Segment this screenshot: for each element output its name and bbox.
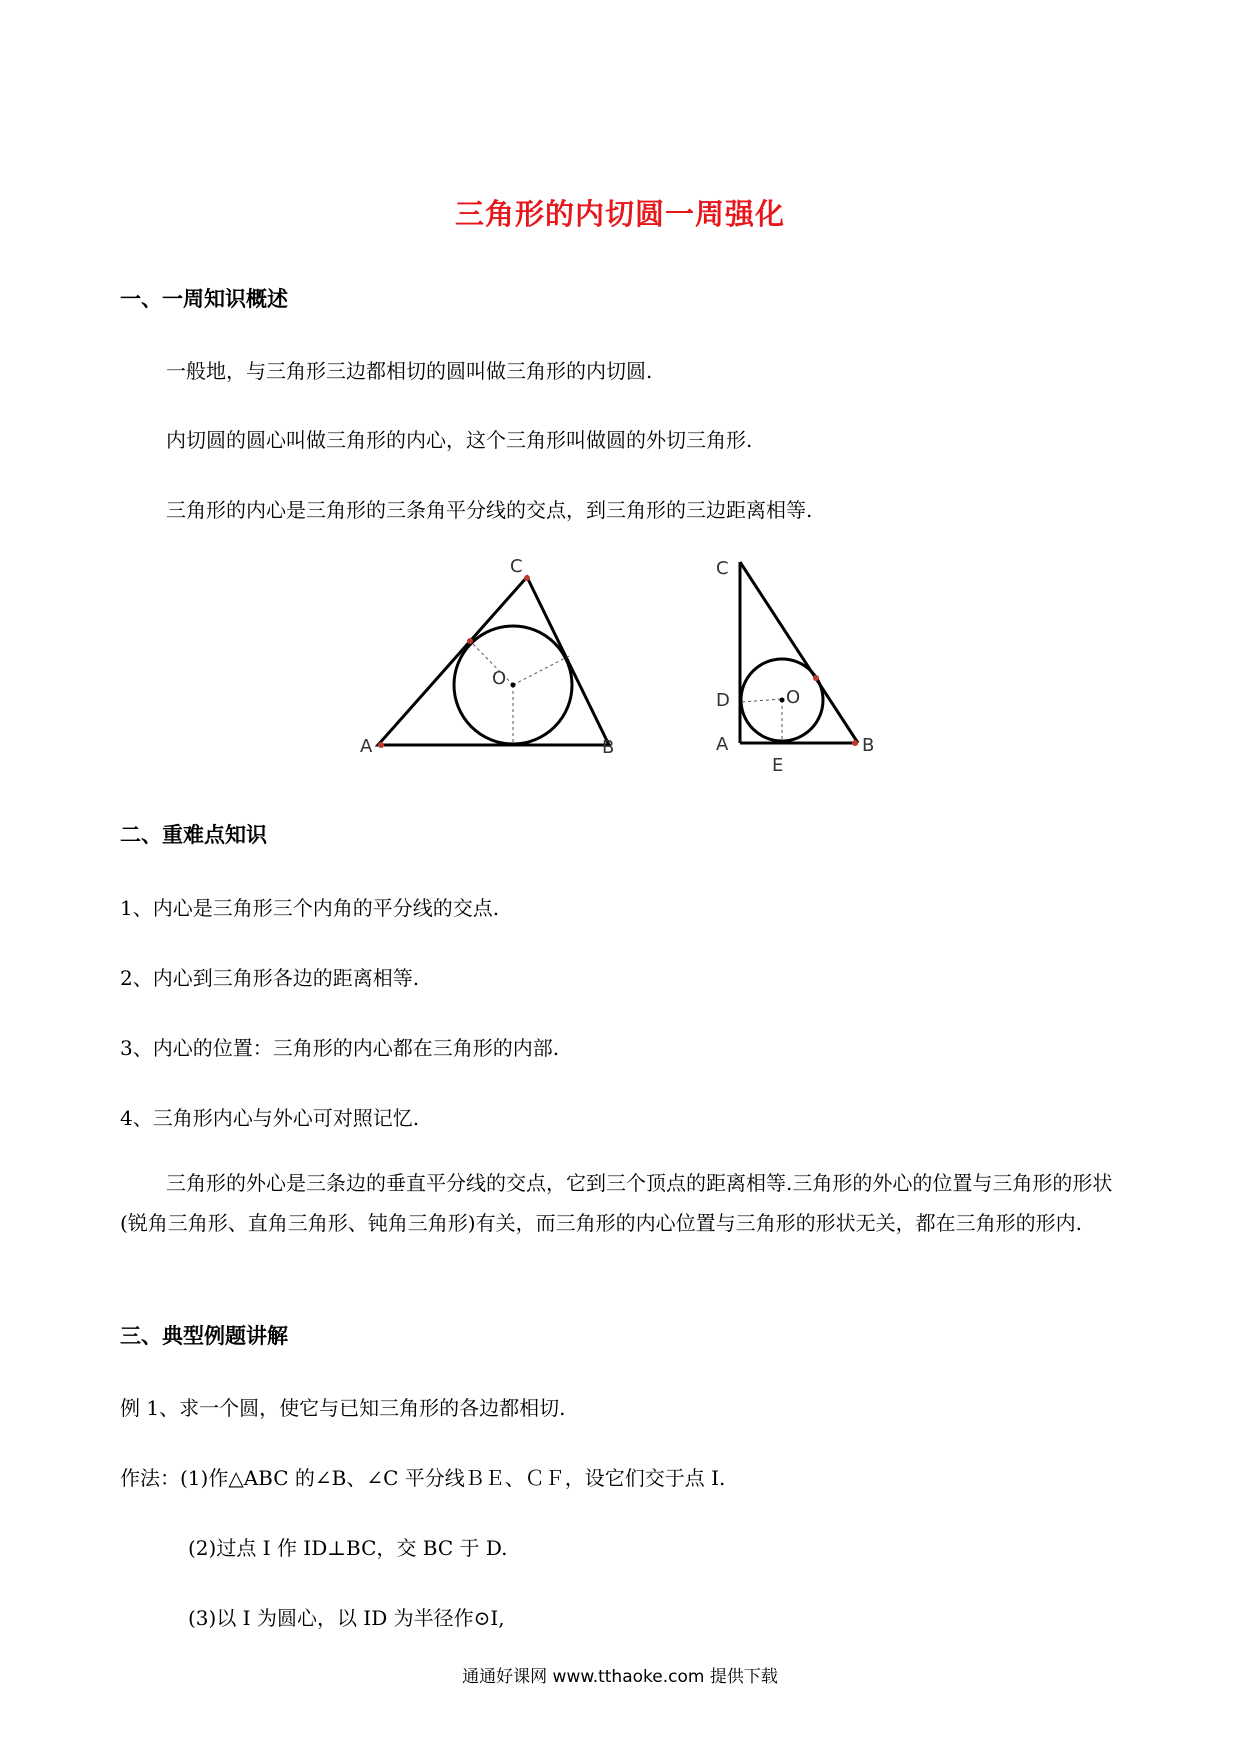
key-point-4: 4、三角形内心与外心可对照记忆.	[120, 1106, 420, 1130]
incircle-figure-1	[350, 550, 630, 770]
label-d: D	[716, 690, 730, 711]
vertex-b-point	[852, 740, 858, 746]
section-heading-overview: 一、一周知识概述	[120, 287, 288, 311]
label-b: B	[602, 737, 615, 758]
label-o: O	[786, 687, 801, 708]
side-bc	[740, 562, 858, 743]
vertex-c-point	[524, 575, 530, 581]
label-o: O	[492, 668, 507, 689]
key-point-3: 3、内心的位置：三角形的内心都在三角形的内部.	[120, 1036, 560, 1060]
vertex-a-point	[378, 742, 384, 748]
section-heading-key-points: 二、重难点知识	[120, 823, 267, 847]
tangent-point	[813, 675, 819, 681]
label-c: C	[716, 558, 729, 579]
overview-text-3: 三角形的内心是三角形的三条角平分线的交点，到三角形的三边距离相等.	[166, 498, 813, 522]
tangent-point	[467, 638, 473, 644]
key-point-2: 2、内心到三角形各边的距离相等.	[120, 966, 420, 990]
example-1-text: 例 1、求一个圆，使它与已知三角形的各边都相切.	[120, 1396, 566, 1420]
page-title: 三角形的内切圆一周强化	[454, 197, 785, 231]
incenter-point	[780, 698, 785, 703]
triangle-abc	[378, 577, 609, 745]
overview-text-2: 内切圆的圆心叫做三角形的内心，这个三角形叫做圆的外切三角形.	[166, 428, 753, 452]
construction-step-2: (2)过点 I 作 ID⊥BC，交 BC 于 D.	[188, 1536, 508, 1560]
label-a: A	[360, 736, 373, 757]
page-footer: 通通好课网 www.tthaoke.com 提供下载	[462, 1667, 778, 1687]
section-heading-examples: 三、典型例题讲解	[120, 1324, 288, 1348]
comparison-paragraph: 三角形的外心是三条边的垂直平分线的交点，它到三个顶点的距离相等.三角形的外心的位置与三角形的形状(锐角三角形、直角三角形、钝角三角形)有关，而三角形的内心位置与三角形的形状无关，都在三角形的形内.	[120, 1171, 1113, 1235]
construction-step-1: 作法：(1)作△ABC 的∠B、∠C 平分线ＢＥ、ＣＦ，设它们交于点 I.	[120, 1466, 726, 1490]
key-point-1: 1、内心是三角形三个内角的平分线的交点.	[120, 896, 500, 920]
incenter-point	[511, 683, 516, 688]
radius-to-d	[742, 699, 782, 702]
label-e: E	[772, 755, 784, 776]
label-b: B	[862, 735, 875, 756]
incircle-figure-2	[700, 550, 900, 780]
radius-to-bc	[513, 656, 569, 685]
overview-text-1: 一般地，与三角形三边都相切的圆叫做三角形的内切圆.	[166, 359, 653, 383]
construction-step-3: (3)以 I 为圆心，以 ID 为半径作⊙I,	[188, 1606, 505, 1630]
label-c: C	[510, 556, 523, 577]
label-a: A	[716, 734, 729, 755]
